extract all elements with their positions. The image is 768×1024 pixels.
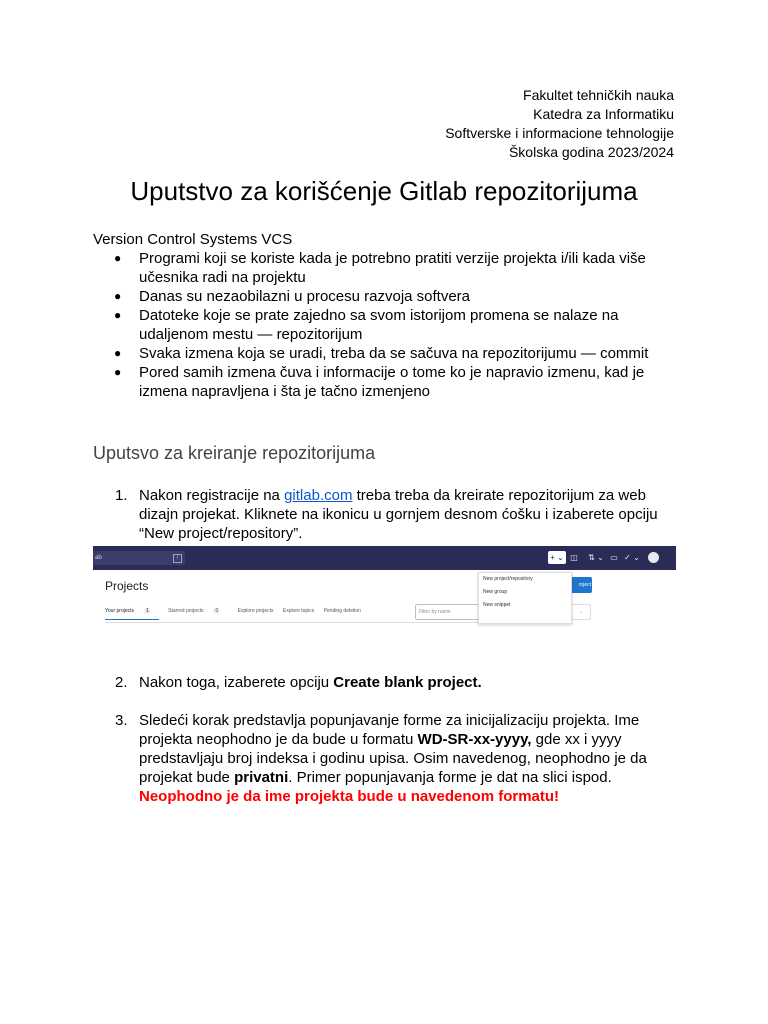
program-line: Softverske i informacione tehnologije — [445, 125, 674, 141]
tab-starred-projects — [168, 608, 228, 614]
projects-tabs — [105, 608, 369, 614]
menu-item-new-project: New project/repository — [483, 576, 533, 582]
tab-count: 0 — [215, 608, 219, 614]
document-title: Uputstvo za korišćenje Gitlab repozitorijuma — [130, 176, 638, 206]
search-input — [93, 551, 185, 565]
tab-explore-projects: Explore projects — [237, 608, 274, 614]
private-bold-text: privatni — [234, 769, 289, 786]
list-item-text: Programi koji se koriste kada je potrebno pratiti verzije projekta i/ili kada više učesnika radi na projektu — [139, 250, 646, 286]
format-warning: Neophodno je da ime projekta bude u navedenom formatu! — [139, 788, 560, 805]
vcs-bullet-list — [93, 249, 683, 401]
sort-dropdown-icon: ⌄ — [571, 604, 591, 620]
list-item — [93, 363, 683, 401]
format-bold-text: WD-SR-xx-yyyy, — [417, 731, 532, 748]
tab-label: Your projects — [105, 608, 134, 614]
step-text — [139, 673, 683, 692]
create-new-dropdown — [478, 572, 572, 624]
step-text-part: . Primer popunjavanja forme je dat na slici ispod. — [288, 769, 612, 786]
avatar — [648, 552, 659, 563]
step-1 — [93, 486, 683, 543]
tab-label: Starred projects — [168, 608, 204, 614]
menu-item-new-group: New group — [483, 589, 508, 595]
step-text-part: Nakon toga, izaberete opciju — [139, 674, 334, 691]
step-text — [139, 486, 683, 543]
list-item-text: Datoteke koje se prate zajedno sa svom istorijom promena se nalaze na udaljenom mestu — repozitorijum — [139, 307, 619, 343]
faculty-line: Fakultet tehničkih nauka — [523, 87, 674, 103]
filter-input: Filter by name — [415, 604, 482, 620]
step-number: 2. — [115, 674, 128, 691]
list-item — [93, 287, 683, 306]
list-item-text: Svaka izmena koja se uradi, treba da se sačuva na repozitorijumu — commit — [139, 345, 649, 362]
list-item-text: Danas su nezaobilazni u procesu razvoja softvera — [139, 288, 471, 305]
section-heading: Uputsvo za kreiranje repozitorijuma — [93, 443, 376, 463]
vcs-heading: Version Control Systems VCS — [93, 231, 293, 248]
plus-icon: + ⌄ — [548, 551, 566, 564]
tab-explore-topics: Explore topics — [282, 608, 315, 614]
step-text-part: Nakon registracije na — [139, 487, 285, 504]
list-item — [93, 249, 683, 287]
tab-count: 1 — [146, 608, 149, 614]
step-bold-text: Create blank project. — [333, 674, 482, 691]
bullet-icon: ● — [114, 365, 122, 379]
gitlab-link[interactable]: gitlab.com — [284, 487, 353, 504]
list-item-text: Pored samih izmena čuva i informacije o tome ko je napravio izmenu, kad je izmena napravljena i šta je tačno izmenjeno — [139, 364, 645, 400]
issues-icon: ◫ — [570, 553, 578, 562]
bullet-icon: ● — [114, 308, 122, 322]
gitlab-top-bar — [93, 546, 676, 570]
bullet-icon: ● — [114, 289, 122, 303]
step-text-part: gde xx i yyyy predstavljaju broj indeksa i godinu upisa. Osim navedenog, neophodno je da projekat bude — [139, 731, 647, 786]
slash-key-icon: / — [173, 554, 182, 563]
department-line: Katedra za Informatiku — [533, 106, 674, 122]
step-3 — [93, 711, 683, 806]
school-year-line: Školska godina 2023/2024 — [508, 144, 674, 160]
merge-request-icon: ⇅ ⌄ — [588, 553, 604, 562]
tab-pending-deletion: Pending deletion — [323, 608, 361, 614]
list-item — [93, 344, 683, 363]
bullet-icon: ● — [114, 251, 122, 265]
projects-page-title: Projects — [105, 579, 149, 593]
menu-item-new-snippet: New snippet — [483, 602, 511, 608]
step-2 — [93, 673, 683, 692]
step-text-part: Sledeći korak predstavlja popunjavanje forme za inicijalizaciju projekta. Ime projekta neophodno je da bude u formatu — [139, 712, 640, 748]
list-item — [93, 306, 683, 344]
tab-your-projects — [105, 608, 159, 620]
todo-icon: ▭ — [610, 553, 618, 562]
gitlab-projects-screenshot — [93, 546, 676, 630]
step-number: 1. — [115, 487, 128, 504]
institution-header — [445, 86, 674, 162]
tabs-divider — [105, 622, 485, 623]
search-text: ab — [95, 555, 102, 561]
bullet-icon: ● — [114, 346, 122, 360]
step-text — [139, 711, 683, 806]
step-text-part: treba treba da kreirate repozitorijum za web dizajn projekat. Kliknete na ikonicu u gornjem desnom ćošku i izaberete opciju “New project/repository”. — [139, 487, 658, 542]
new-project-button: roject — [569, 577, 592, 593]
help-icon: ✓ ⌄ — [624, 553, 640, 562]
step-number: 3. — [115, 712, 128, 729]
